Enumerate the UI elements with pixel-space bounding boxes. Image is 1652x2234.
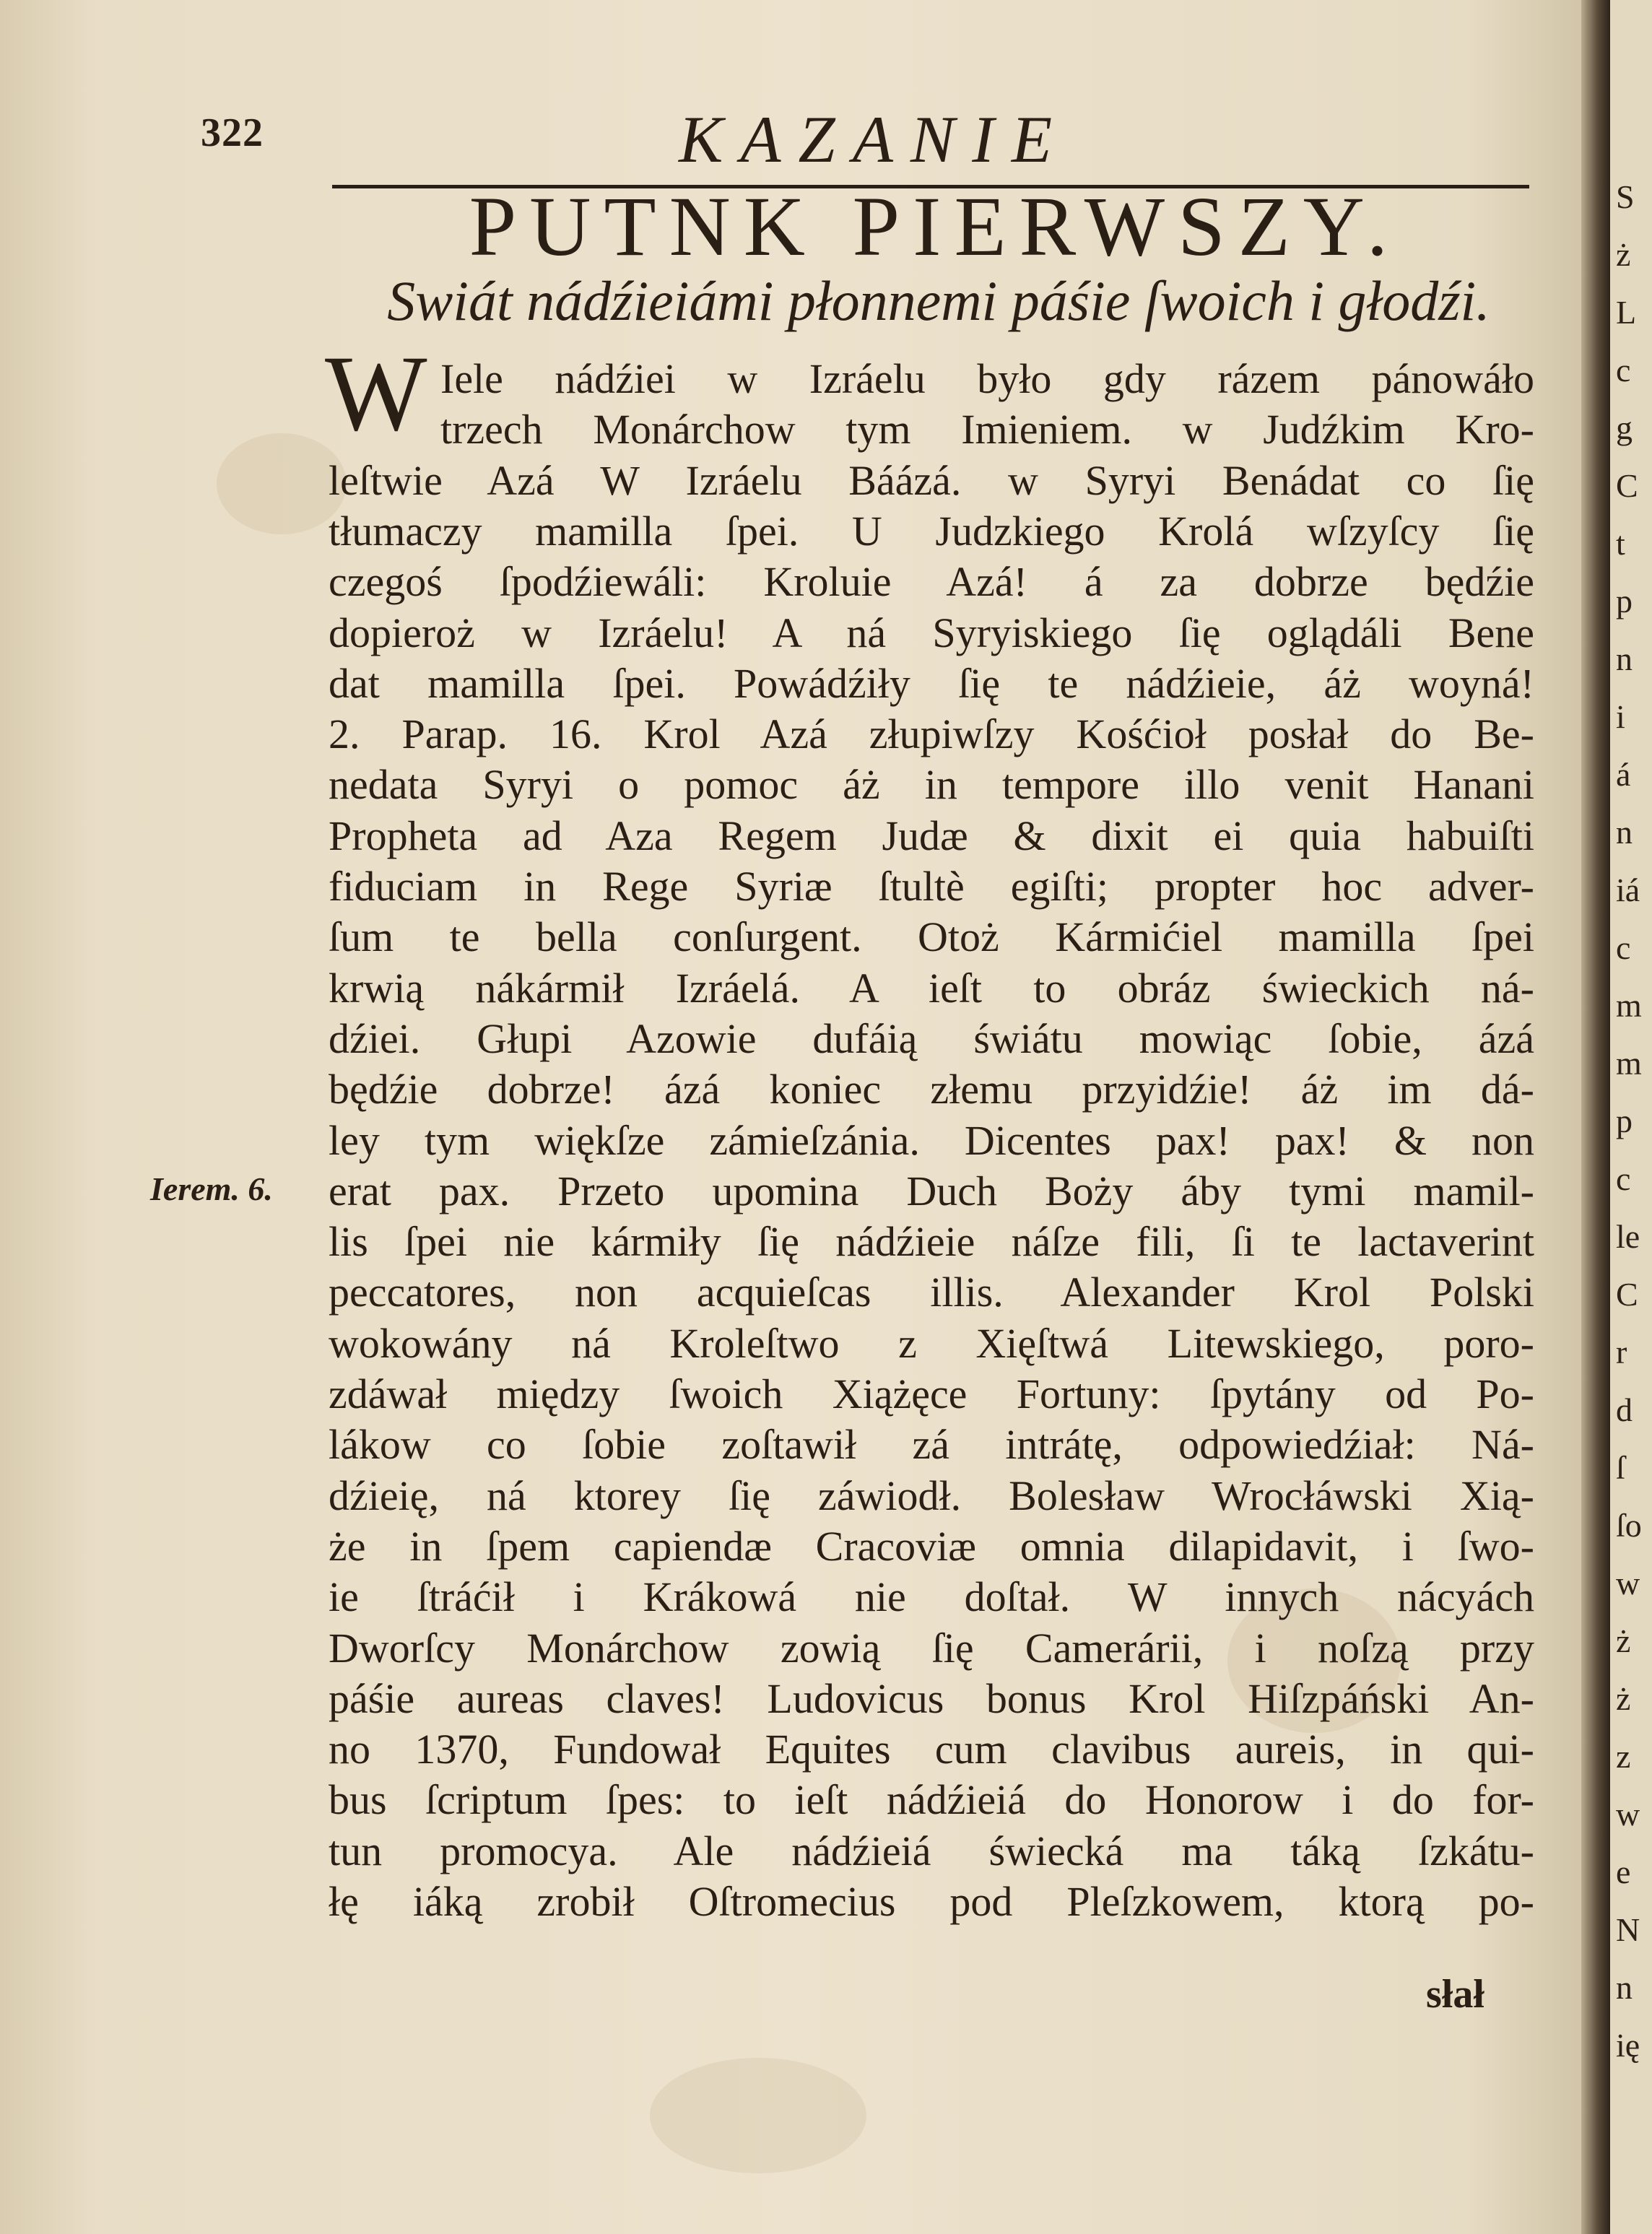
- text-line: dat mamilla ſpei. Powádźiły ſię te nádźieie, áż woyná!: [329, 659, 1534, 707]
- facing-page-fragment: w: [1616, 1565, 1640, 1601]
- book-gutter: [1581, 0, 1610, 2234]
- margin-note: Ierem. 6.: [150, 1170, 273, 1207]
- facing-page-fragment: w: [1616, 1796, 1640, 1833]
- drop-cap: W: [325, 334, 427, 453]
- section-subtitle: Swiát nádźieiámi płonnemi páśie ſwoich i głodźi.: [387, 269, 1490, 332]
- running-head: KAZANIE: [679, 103, 1070, 176]
- text-line: dźieię, ná ktorey ſię záwiodł. Bolesław Wrocłáwski Xią-: [329, 1472, 1534, 1519]
- facing-page-fragment: r: [1616, 1334, 1627, 1370]
- facing-page-fragment: m: [1616, 987, 1642, 1024]
- foxing-stain: [650, 2058, 866, 2173]
- text-line: trzech Monárchow tym Imieniem. w Judźkim Kro-: [440, 406, 1534, 453]
- text-line: peccatores, non acquieſcas illis. Alexander Krol Polski: [329, 1269, 1534, 1316]
- facing-page-fragment: iá: [1616, 872, 1640, 908]
- facing-page-fragment: e: [1616, 1853, 1631, 1890]
- text-line: dopieroż w Izráelu! A ná Syryiskiego ſię oglądáli Bene: [329, 609, 1534, 656]
- facing-page-fragment: C: [1616, 467, 1638, 504]
- text-line: łę iáką zrobił Oſtromecius pod Pleſzkowem, ktorą po-: [329, 1878, 1534, 1925]
- facing-page-fragment: ſo: [1616, 1507, 1642, 1544]
- facing-page-fragment: n: [1616, 814, 1633, 851]
- text-line: ie ſtráćił i Krákowá nie doſtał. W innych nácyách: [329, 1573, 1534, 1621]
- text-line: no 1370, Fundował Equites cum clavibus aureis, in qui-: [329, 1726, 1534, 1773]
- text-line: Dworſcy Monárchow zowią ſię Camerárii, i noſzą przy: [329, 1624, 1534, 1672]
- text-line: fiduciam in Rege Syriæ ſtultè egiſti; propter hoc adver-: [329, 863, 1534, 910]
- text-line: lákow co ſobie zoſtawił zá intrátę, odpowiedźiał: Ná-: [329, 1421, 1534, 1469]
- catchword: słał: [1426, 1972, 1484, 2017]
- text-line: tłumaczy mamilla ſpei. U Judzkiego Krolá wſzyſcy ſię: [329, 507, 1534, 555]
- text-line: erat pax. Przeto upomina Duch Boży áby tymi mamil-: [329, 1167, 1534, 1214]
- facing-page-fragment: i: [1616, 698, 1625, 735]
- facing-page-fragment: le: [1616, 1218, 1640, 1255]
- facing-page-edge: [1610, 0, 1652, 2234]
- text-line: 2. Parap. 16. Krol Azá złupiwſzy Kośćioł posłał do Be-: [329, 710, 1534, 758]
- text-line: lis ſpei nie kármiły ſię nádźieie náſze fili, ſi te lactaverint: [329, 1218, 1534, 1266]
- facing-page-fragment: c: [1616, 352, 1631, 388]
- text-line: leſtwie Azá W Izráelu Báázá. w Syryi Benádat co ſię: [329, 456, 1534, 504]
- facing-page-fragment: p: [1616, 1103, 1633, 1139]
- text-line: czegoś ſpodźiewáli: Kroluie Azá! á za dobrze będźie: [329, 558, 1534, 606]
- facing-page-fragment: t: [1616, 525, 1625, 562]
- text-line: zdáwał między ſwoich Xiążęce Fortuny: ſpytány od Po-: [329, 1370, 1534, 1417]
- facing-page-fragment: ż: [1616, 1680, 1631, 1717]
- text-line: nedata Syryi o pomoc áż in tempore illo venit Hanani: [329, 761, 1534, 809]
- text-line: wokowány ná Kroleſtwo z Xięſtwá Litewskiego, poro-: [329, 1319, 1534, 1367]
- facing-page-fragment: C: [1616, 1276, 1638, 1313]
- facing-page-fragment: n: [1616, 1969, 1633, 2006]
- text-line: Propheta ad Aza Regem Judæ & dixit ei quia habuiſti: [329, 812, 1534, 859]
- facing-page-fragment: ż: [1616, 1622, 1631, 1659]
- text-line: Iele nádźiei w Izráelu było gdy rázem pánowáło: [440, 355, 1534, 402]
- facing-page-fragment: c: [1616, 1160, 1631, 1197]
- facing-page-fragment: ię: [1616, 2027, 1640, 2064]
- text-line: páśie aureas claves! Ludovicus bonus Krol Hiſzpáński An-: [329, 1674, 1534, 1722]
- text-line: bus ſcriptum ſpes: to ieſt nádźieiá do Honorow i do for-: [329, 1776, 1534, 1824]
- facing-page-fragment: á: [1616, 756, 1631, 793]
- facing-page-fragment: p: [1616, 583, 1633, 620]
- text-line: tun promocya. Ale nádźieiá świecká ma táką ſzkátu-: [329, 1827, 1534, 1874]
- facing-page-fragment: n: [1616, 640, 1633, 677]
- text-line: ley tym więkſze zámieſzánia. Dicentes pax! pax! & non: [329, 1116, 1534, 1164]
- facing-page-fragment: c: [1616, 929, 1631, 966]
- facing-page-fragment: S: [1616, 178, 1635, 215]
- section-heading: PUTNK PIERWSZY.: [469, 179, 1401, 274]
- facing-page-fragment: L: [1616, 294, 1637, 331]
- text-line: że in ſpem capiendæ Cracoviæ omnia dilapidavit, i ſwo-: [329, 1522, 1534, 1570]
- facing-page-fragment: N: [1616, 1911, 1640, 1948]
- facing-page-fragment: ſ: [1616, 1449, 1625, 1486]
- facing-page-fragment: m: [1616, 1045, 1642, 1082]
- text-line: dźiei. Głupi Azowie dufáią świátu mowiąc ſobie, ázá: [329, 1014, 1534, 1062]
- text-line: ſum te bella conſurgent. Otoż Kármićiel mamilla ſpei: [329, 913, 1534, 961]
- facing-page-fragment: g: [1616, 409, 1633, 446]
- facing-page-fragment: d: [1616, 1391, 1633, 1428]
- facing-page-fragment: z: [1616, 1738, 1631, 1775]
- page-number: 322: [201, 110, 264, 155]
- facing-page-fragment: ż: [1616, 236, 1631, 273]
- text-line: krwią nákármił Izráelá. A ieſt to obráz świeckich ná-: [329, 964, 1534, 1012]
- text-line: będźie dobrze! ázá koniec złemu przyidźie! áż im dá-: [329, 1066, 1534, 1113]
